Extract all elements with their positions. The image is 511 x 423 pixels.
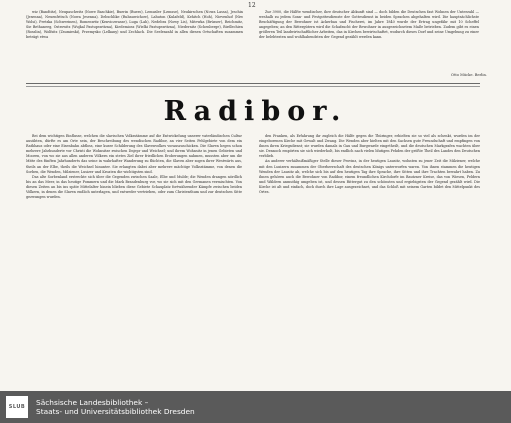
page-number: 12 xyxy=(248,2,256,9)
library-footer xyxy=(0,391,511,423)
body-right-column xyxy=(259,134,480,366)
logo-letters: SLUB xyxy=(8,404,26,410)
body-paragraph: Das alte Sorbenland erstreckte sich über die Gegenden zwischen Saale, Elbe und Mulde; die Wenden drangen nördlich bis an das Meer, in das heutige Pommern und die Mark Brandenburg vor, wo sie sich mit den Germanen vermischten. Von diesen Zeiten an bis ins späte Mittelalter hinein blieben diese Gebiete Schauplatz fortwährender Kämpfe zwischen beiden Völkern, in denen die Slaven endlich unterlagen, und entweder vertrieben, oder zum Christenthum und zur deutschen Sitte gezwungen wurden. xyxy=(26,174,242,200)
top-right-column xyxy=(259,10,479,80)
library-name-line2: Staats- und Universitätsbibliothek Dresden xyxy=(36,407,195,416)
body-paragraph: den Franken, als Erfahrung ihr zugleich die Hälfe gegen die Thüringer, erhielten sie so viel als schenkt, wurden im der eingeborenen Kirche mit Gewalt und Zwang. Die Wenden aber hielten mit den Sachsen gute Freundschaft und empfingen von ihnen ihren Kriegsdienst; sie wurden damals in Gau und Burgwarde eingetheilt, und die deutschen Markgrafen wachten über sie. Dennoch empörten sie sich wiederholt, bis endlich nach vielen blutigen Fehden der größte Theil des Landes den Deutschen verblieb. xyxy=(259,134,480,159)
body-left-column xyxy=(26,134,242,366)
body-paragraph: Bei dem wichtigen Einflusse, welchen die slavischen Volksstämme auf die Entwickelung unserer vaterländischen Cultur ausübten, dürfte es am Orte sein, der Beschreibung des wendischen Radibor, an vier Seiten Fehlgebiete von dem ein Rathhaus oder eine Eisenbahn abfloss, eine kurze Schilderung des Slavenvolkes vorauszuschicken. Die Slaven hegen schon mehrere Jahrhunderte vor Christi die Wohnsitze zwischen Dnjepr und Weichsel; und ihrem Wohnsitz in jenen Gebieten und Mooren, von wo sie aus allen anderen Völkern ein stetes Ziel ihrer friedlichen Eroberungen nahmen, mussten aber um die Mitte des fünften Jahrhunderts das seine in wahrhafter Wanderung zu flüchten, die Slaven aber zogen ihrer Westwärts aus, theils an der Elbe, theils die Weichsel hinunter. Sie erlangten dabei aber mehrere mächtige Volksstämme, von denen die Sorben, die Wenden, Milziener, Lusizer und Kroaten die wichtigsten sind. xyxy=(26,134,242,174)
top-left-column xyxy=(26,10,243,80)
article-title: Radibor. xyxy=(163,96,348,127)
author-signature: Otto Mücke. Berlin. xyxy=(451,73,487,77)
body-paragraph: An anderer verhältnißmäßiger Stelle dieser Provinz, in der heutigen Lausitz, wohnten zu jener Zeit die Milziener, welche mit den Lusizern zusammen der Oberherrschaft des deutschen Königs unterworfen waren. Von ihnen stammen die heutigen Wenden der Lausitz ab, welche sich bis auf den heutigen Tag ihre Sprache, ihre Sitten und ihre Trachten bewahrt haben. Zu ihnen gehören auch die Bewohner von Radibor, einem freundlichen Kirchdorfe im Bautzner Kreise, das von Wiesen, Feldern und Wäldern anmuthig umgeben ist, und dessen Rittergut zu den schönsten und ergiebigsten der Gegend gezählt wird. Die Kirche ist alt und einfach, doch durch ihre Lage ausgezeichnet, und das Schloß mit seinem Garten bildet den Mittelpunkt des Ortes. xyxy=(259,159,480,195)
top-right-paragraph: Zur 3900, die Hälfte wendischer, ihre deutscher Abkunft sind — doch bilden die Deutschen fast Wohnen der Unterzahl — weshalb zu jedem Sonn- und Festgottesdienste der Gottesdienst in beiden Sprachen abgehalten wird. Die hauptsächlichste Beschäftigung der Bewohner ist Ackerbau und Fischerei, im Jahre 1840 wurde der Ertrag ungefähr mit 10 Scheffel angegeben; an den Rittergütern wird die Schafzucht der Bewohner in ausgezeichnetem Maße betrieben. Zudem gibt es einen größeren Teil landwirtschaftlicher Arbeiten, das in Kirchen bewirtschaftet, wodurch dieses Dorf und seine Umgebung zu einer der belebtesten und wohlhabendsten der Gegend gezählt werden kann. xyxy=(259,10,479,40)
library-name-line1: Sächsische Landesbibliothek – xyxy=(36,398,149,407)
top-left-paragraph: wiz (Bandtitz), Neupaschwitz (Nowe Baschkie), Buerin (Buero), Lemusler (Lemsse), Neukirschen (Nowa Lassa), Jeschin (Jesenna), Neuenfritsch (Nowa Jesenna), Debschlike (Rubauwichow), Lahuton (Kulafeld), Kehitch (Hoh), Nievenhof (Niw Wolsi), Pretzka (Schwerinen), Romenwitz (Kenviczwasse), Luga (Lah), Nedebra (Nowy Lis), Mitewka (Brüsser), Reichmitz, Sie Bethaneeg, Ostrowitz (Wujkal Pastupswitzna), Kiedemiosz (Wielki Pastupswitzna), Niedernitz (Schenberge), Birdlechien (Rosslin), Wolfsitz (Zsumieski), Przemysko (Lelkany) und Zechlach. Die Seelenzahl in allen diesen Ortschaften zusammen beträgt etwa xyxy=(26,10,243,40)
library-name xyxy=(36,398,195,416)
slub-logo-icon[interactable] xyxy=(6,396,28,418)
section-divider xyxy=(26,83,480,84)
section-divider-thin xyxy=(26,86,480,87)
